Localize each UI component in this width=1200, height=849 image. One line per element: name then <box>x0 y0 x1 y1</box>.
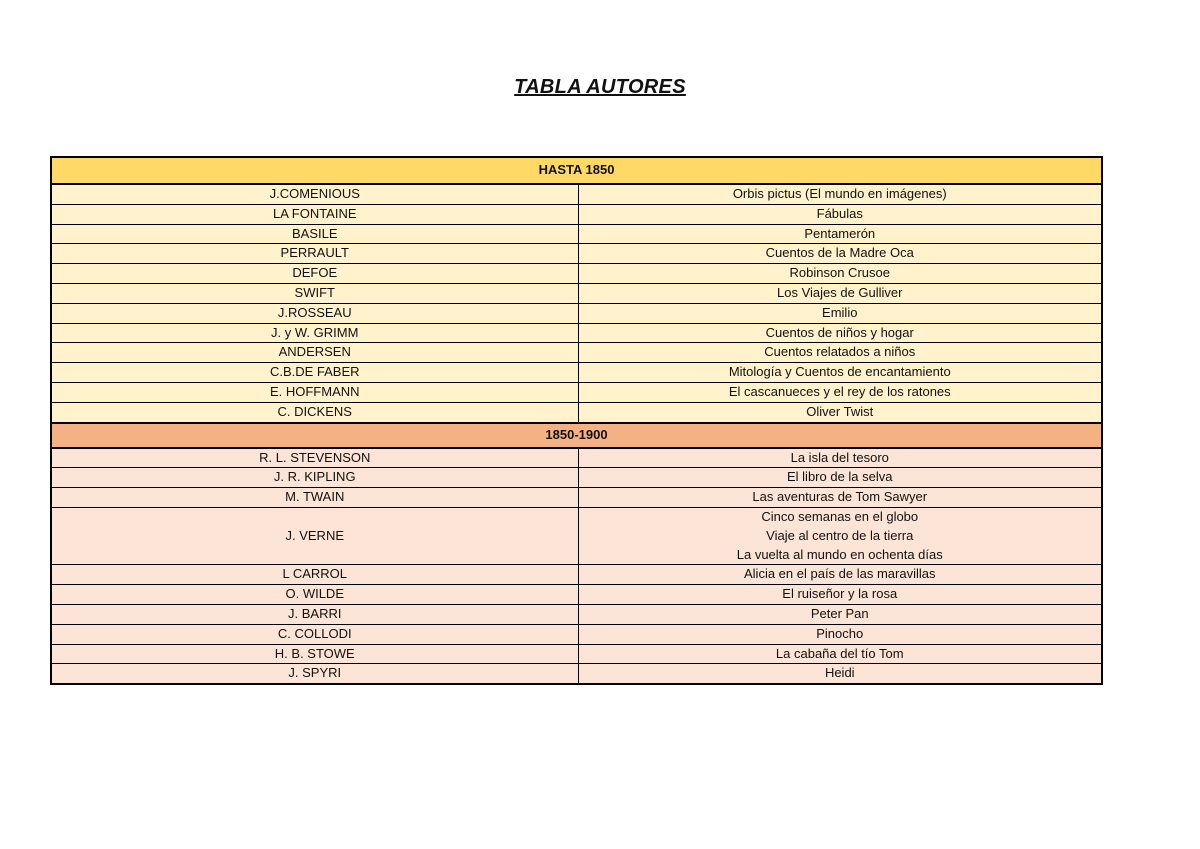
author-cell: L CARROL <box>51 565 578 585</box>
work-title: Oliver Twist <box>806 403 874 419</box>
table-row <box>51 402 1102 422</box>
work-cell <box>578 644 1102 664</box>
author-cell: R. L. STEVENSON <box>51 448 578 468</box>
table-row <box>51 343 1102 363</box>
author-cell: J.ROSSEAU <box>51 303 578 323</box>
table-row <box>51 204 1102 224</box>
author-cell: LA FONTAINE <box>51 204 578 224</box>
work-title: Pentamerón <box>804 225 876 241</box>
table-row <box>51 565 1102 585</box>
work-cell <box>578 323 1102 343</box>
author-cell: C.B.DE FABER <box>51 363 578 383</box>
work-cell <box>578 264 1102 284</box>
author-cell: ANDERSEN <box>51 343 578 363</box>
table-row <box>51 604 1102 624</box>
work-cell <box>578 184 1102 204</box>
author-cell: SWIFT <box>51 283 578 303</box>
author-cell: DEFOE <box>51 264 578 284</box>
work-cell <box>578 624 1102 644</box>
table-row <box>51 468 1102 488</box>
work-title: Cinco semanas en el globo <box>761 508 919 524</box>
table-row <box>51 488 1102 508</box>
table-row <box>51 303 1102 323</box>
work-title: La vuelta al mundo en ochenta días <box>736 546 943 562</box>
work-title: Emilio <box>822 304 858 320</box>
work-title: Mitología y Cuentos de encantamiento <box>728 364 951 380</box>
table-row <box>51 507 1102 564</box>
work-cell <box>578 488 1102 508</box>
work-cell <box>578 604 1102 624</box>
work-cell <box>578 664 1102 684</box>
work-title: Cuentos relatados a niños <box>764 344 916 360</box>
work-title: Pinocho <box>816 625 864 641</box>
work-cell <box>578 224 1102 244</box>
work-cell <box>578 343 1102 363</box>
work-title: Las aventuras de Tom Sawyer <box>752 489 928 505</box>
work-title: Fábulas <box>816 205 863 221</box>
work-cell <box>578 283 1102 303</box>
author-cell: C. DICKENS <box>51 402 578 422</box>
author-cell: J. SPYRI <box>51 664 578 684</box>
author-cell: J. BARRI <box>51 604 578 624</box>
table-row <box>51 184 1102 204</box>
work-title: Los Viajes de Gulliver <box>777 284 903 300</box>
work-cell <box>578 448 1102 468</box>
work-cell <box>578 565 1102 585</box>
author-cell: PERRAULT <box>51 244 578 264</box>
work-cell <box>578 585 1102 605</box>
author-cell: C. COLLODI <box>51 624 578 644</box>
author-cell: BASILE <box>51 224 578 244</box>
work-title: Viaje al centro de la tierra <box>766 527 914 543</box>
table-row <box>51 323 1102 343</box>
work-cell <box>578 303 1102 323</box>
work-title: El cascanueces y el rey de los ratones <box>728 383 951 399</box>
work-title: Orbis pictus (El mundo en imágenes) <box>732 186 947 201</box>
work-title: La cabaña del tío Tom <box>775 645 904 661</box>
table-row <box>51 244 1102 264</box>
author-cell: M. TWAIN <box>51 488 578 508</box>
author-cell: O. WILDE <box>51 585 578 605</box>
work-title: Robinson Crusoe <box>789 265 890 281</box>
page-title: TABLA AUTORES <box>514 76 686 98</box>
author-cell: J. y W. GRIMM <box>51 323 578 343</box>
work-cell <box>578 402 1102 422</box>
work-title: El ruiseñor y la rosa <box>782 586 898 602</box>
section-header-row <box>51 157 1102 184</box>
author-cell: J. R. KIPLING <box>51 468 578 488</box>
author-cell: E. HOFFMANN <box>51 382 578 402</box>
author-cell: J. VERNE <box>51 507 578 564</box>
work-title: La isla del tesoro <box>790 449 889 465</box>
work-cell <box>578 468 1102 488</box>
work-title: Cuentos de la Madre Oca <box>765 245 914 261</box>
author-cell: H. B. STOWE <box>51 644 578 664</box>
table-row <box>51 382 1102 402</box>
table-row <box>51 644 1102 664</box>
authors-table-body <box>51 157 1102 684</box>
work-cell <box>578 363 1102 383</box>
work-title: El libro de la selva <box>787 469 893 485</box>
authors-table <box>50 156 1103 685</box>
author-cell: J.COMENIOUS <box>51 184 578 204</box>
work-cell <box>578 244 1102 264</box>
work-title: Alicia en el país de las maravillas <box>744 566 936 582</box>
section-header: HASTA 1850 <box>51 157 1102 184</box>
work-title: Peter Pan <box>810 605 869 621</box>
work-title: Heidi <box>824 665 855 681</box>
table-row <box>51 664 1102 684</box>
table-row <box>51 363 1102 383</box>
table-row <box>51 264 1102 284</box>
work-cell <box>578 204 1102 224</box>
section-header: 1850-1900 <box>51 423 1102 448</box>
work-cell <box>578 507 1102 564</box>
work-cell <box>578 382 1102 402</box>
work-title: Cuentos de niños y hogar <box>765 324 914 340</box>
table-row <box>51 448 1102 468</box>
table-row <box>51 224 1102 244</box>
table-row <box>51 624 1102 644</box>
table-row <box>51 283 1102 303</box>
table-row <box>51 585 1102 605</box>
section-header-row <box>51 423 1102 448</box>
